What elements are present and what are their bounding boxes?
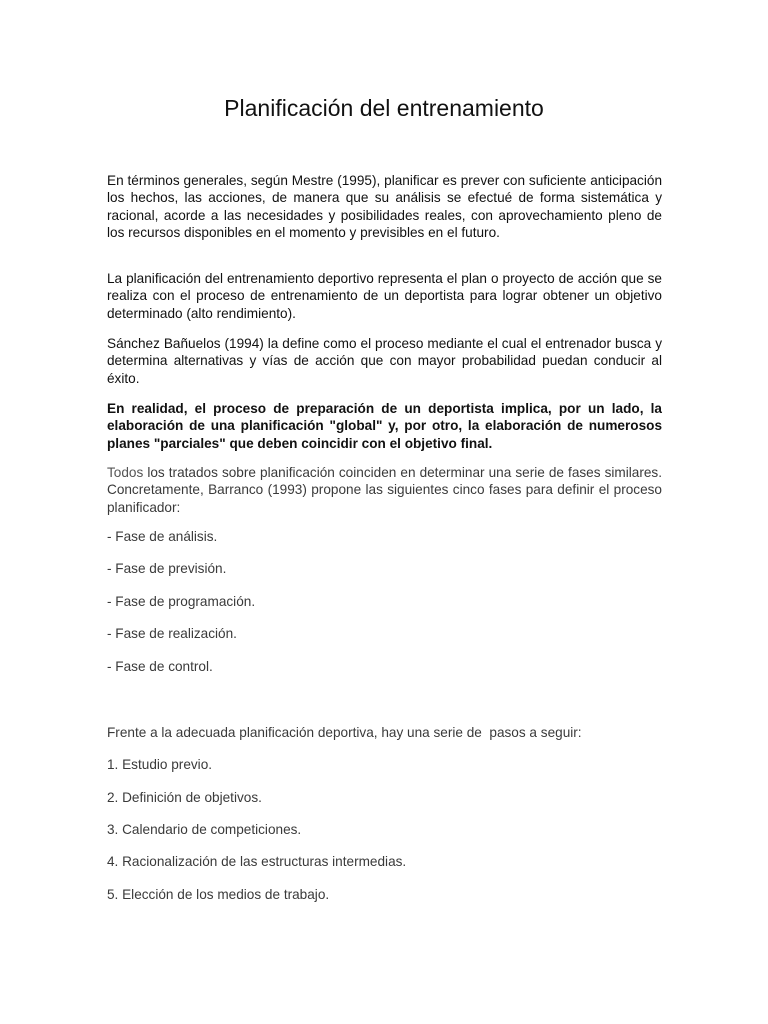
step-item: 4. Racionalización de las estructuras intermedias.	[107, 854, 407, 869]
step-item: 3. Calendario de competiciones.	[107, 822, 302, 837]
document-title: Planificación del entrenamiento	[224, 95, 544, 121]
paragraph-phases-intro	[107, 464, 662, 516]
paragraph-phases-intro-lead: Todos	[107, 465, 144, 480]
step-item: 2. Definición de objetivos.	[107, 790, 262, 805]
phase-item: - Fase de análisis.	[107, 529, 218, 544]
step-item: 1. Estudio previo.	[107, 757, 213, 772]
phase-item: - Fase de programación.	[107, 594, 256, 609]
paragraph-bold-global-partial: En realidad, el proceso de preparación de un deportista implica, por un lado, la elaboración de una planificación "global" y, por otro, la elaboración de numerosos planes "parciales" que deben coincidir con el objetivo final.	[107, 401, 662, 451]
paragraph-phases-intro-rest: los tratados sobre planificación coinciden en determinar una serie de fases similares. Concretamente, Barranco (1993) propone las siguientes cinco fases para definir el proceso planificador:	[107, 465, 662, 515]
paragraph-definition-mestre: En términos generales, según Mestre (1995), planificar es prever con suficiente anticipación los hechos, las acciones, de manera que su análisis se efectué de forma sistemática y racional, acorde a las necesidades y posibilidades reales, con aprovechamiento pleno de los recursos disponibles en el momento y previsibles en el futuro.	[107, 173, 662, 240]
phase-item: - Fase de previsión.	[107, 561, 227, 576]
steps-intro: Frente a la adecuada planificación deportiva, hay una serie de pasos a seguir:	[107, 725, 582, 740]
step-item: 5. Elección de los medios de trabajo.	[107, 887, 330, 902]
paragraph-sanchez-banuelos: Sánchez Bañuelos (1994) la define como el proceso mediante el cual el entrenador busca y determina alternativas y vías de acción que con mayor probabilidad puedan conducir al éxito.	[107, 336, 662, 386]
phase-item: - Fase de control.	[107, 659, 213, 674]
paragraph-training-plan: La planificación del entrenamiento deportivo representa el plan o proyecto de acción que se realiza con el proceso de entrenamiento de un deportista para lograr obtener un objetivo determinado (alto rendimiento).	[107, 271, 662, 321]
phase-item: - Fase de realización.	[107, 626, 237, 641]
